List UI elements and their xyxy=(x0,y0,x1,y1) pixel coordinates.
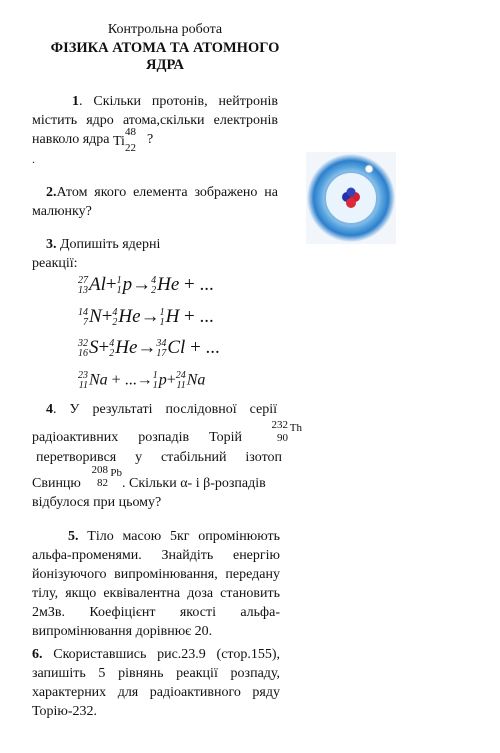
operator: + ... xyxy=(179,274,214,295)
question-6-text: Скориставшись рис.23.9 (стор.155), запишіть 5 рівнянь реакції розпаду, характерних для радіоактивного ряду Торію-232. xyxy=(32,647,280,719)
operator: → xyxy=(137,337,157,358)
element-symbol: H xyxy=(165,306,180,327)
element-symbol: Al xyxy=(89,274,106,295)
electron-icon xyxy=(365,165,373,173)
element-symbol: p xyxy=(122,274,133,295)
operator: + ... xyxy=(179,306,214,327)
question-4-number: 4 xyxy=(46,402,53,417)
mass-number: 14 xyxy=(78,306,88,318)
nucleon-numbers xyxy=(78,339,88,359)
lead-symbol: Pb xyxy=(110,467,122,479)
question-4-line-1 xyxy=(32,400,277,419)
mass-number: 4 xyxy=(112,306,118,318)
element-symbol: Cl xyxy=(167,337,186,358)
charge-number: 17 xyxy=(156,347,167,359)
nucleon-numbers xyxy=(78,276,88,296)
lead-mass: 208 xyxy=(91,464,108,476)
atom-model-image xyxy=(306,152,396,244)
nucleon-numbers xyxy=(78,371,88,391)
element-symbol: He xyxy=(157,274,180,295)
reaction-2 xyxy=(78,306,214,328)
mass-number: 1 xyxy=(159,306,165,318)
titanium-mass: 48 xyxy=(125,126,136,138)
proton-icon-2 xyxy=(346,198,356,208)
operator: → xyxy=(132,274,152,295)
nucleon-numbers xyxy=(156,339,166,359)
operator: + xyxy=(166,371,176,389)
operator: + xyxy=(105,274,117,295)
mass-number: 32 xyxy=(78,337,88,349)
mass-number: 1 xyxy=(116,274,122,286)
mass-number: 4 xyxy=(151,274,157,286)
question-4-line-5: відбулося при цьому? xyxy=(32,495,162,510)
titanium-isotope xyxy=(113,126,147,154)
question-4-text-1: . У результаті послідовної серії xyxy=(53,402,277,417)
reaction-1 xyxy=(78,274,214,296)
question-5-text: Тіло масою 5кг опромінюють альфа-променями. Знайдіть енергію йонізуючого випромінювання, передану тілу, якщо еквівалентна доза становить 2мЗв. Коефіцієнт якості альфа-випромінювання дорівнює 20. xyxy=(32,529,281,639)
mass-number: 27 xyxy=(78,274,88,286)
neutron-icon-2 xyxy=(347,188,356,197)
question-5-number: 5. xyxy=(68,529,79,544)
element-symbol: N xyxy=(89,306,102,327)
operator: + ...→ xyxy=(107,371,153,389)
reaction-4 xyxy=(78,371,205,391)
operator: + ... xyxy=(185,337,220,358)
titanium-symbol: Ti xyxy=(113,134,125,149)
question-1 xyxy=(32,92,278,154)
question-6 xyxy=(32,645,280,721)
question-2 xyxy=(32,183,278,221)
nucleon-numbers xyxy=(151,276,156,296)
nucleon-numbers xyxy=(176,371,186,391)
reaction-3 xyxy=(78,337,220,359)
worksheet-subtitle: Контрольна робота xyxy=(107,22,223,37)
operator: + xyxy=(98,337,110,358)
thorium-isotope xyxy=(262,419,302,447)
charge-number: 13 xyxy=(78,284,88,296)
charge-number: 1 xyxy=(159,316,165,328)
nucleon-numbers xyxy=(153,371,158,391)
nucleon-numbers xyxy=(78,308,88,328)
nucleon-numbers xyxy=(112,308,117,328)
question-3 xyxy=(32,235,192,273)
mass-number: 23 xyxy=(78,370,88,381)
element-symbol: He xyxy=(115,337,138,358)
lead-charge: 82 xyxy=(97,477,108,489)
question-4-line-3: перетворився у стабільний ізотоп xyxy=(36,450,282,465)
nucleon-numbers xyxy=(160,308,165,328)
question-1-number: 1 xyxy=(72,94,79,109)
charge-number: 2 xyxy=(112,316,118,328)
question-2-text: Атом якого елемента зображено на малюнку? xyxy=(32,185,278,219)
operator: → xyxy=(140,306,160,327)
element-symbol: p xyxy=(158,371,167,389)
thorium-symbol: Th xyxy=(289,422,302,434)
thorium-charge: 90 xyxy=(277,432,288,444)
nucleon-numbers xyxy=(109,339,114,359)
charge-number: 1 xyxy=(116,284,122,296)
mass-number: 24 xyxy=(175,370,186,381)
element-symbol: Na xyxy=(186,371,206,389)
worksheet-title: ФІЗИКА АТОМА ТА АТОМНОГО ЯДРА xyxy=(50,40,280,73)
mass-number: 4 xyxy=(109,337,115,349)
question-6-number: 6. xyxy=(32,647,43,662)
charge-number: 11 xyxy=(78,380,88,391)
question-1-tail: ? xyxy=(147,132,154,148)
charge-number: 11 xyxy=(176,380,186,391)
charge-number: 16 xyxy=(78,347,88,359)
question-2-number: 2. xyxy=(46,185,57,200)
question-5 xyxy=(32,527,280,641)
operator: + xyxy=(101,306,113,327)
mass-number: 34 xyxy=(156,337,167,349)
question-3-number: 3. xyxy=(46,237,57,252)
stray-dot: . xyxy=(32,152,35,166)
element-symbol: Na xyxy=(89,371,108,389)
mass-number: 1 xyxy=(152,370,158,381)
question-4-line-2: радіоактивних розпадів Торій xyxy=(32,430,242,445)
element-symbol: S xyxy=(89,337,99,358)
titanium-charge: 22 xyxy=(125,142,136,154)
question-1-text: . Скільки протонів, нейтронів містить ядро атома,скільки електронів навколо ядра xyxy=(32,94,278,148)
charge-number: 1 xyxy=(152,380,158,391)
nucleon-numbers xyxy=(117,276,122,296)
thorium-mass: 232 xyxy=(271,419,288,431)
question-4-line-4a: Свинцю xyxy=(32,476,81,491)
charge-number: 2 xyxy=(151,284,157,296)
question-3-text: Допишіть ядерні реакції: xyxy=(32,237,161,271)
charge-number: 2 xyxy=(109,347,115,359)
charge-number: 7 xyxy=(83,316,88,328)
element-symbol: He xyxy=(118,306,141,327)
lead-isotope xyxy=(82,464,122,492)
question-4-line-4b: . Скільки α- і β-розпадів xyxy=(122,476,266,491)
